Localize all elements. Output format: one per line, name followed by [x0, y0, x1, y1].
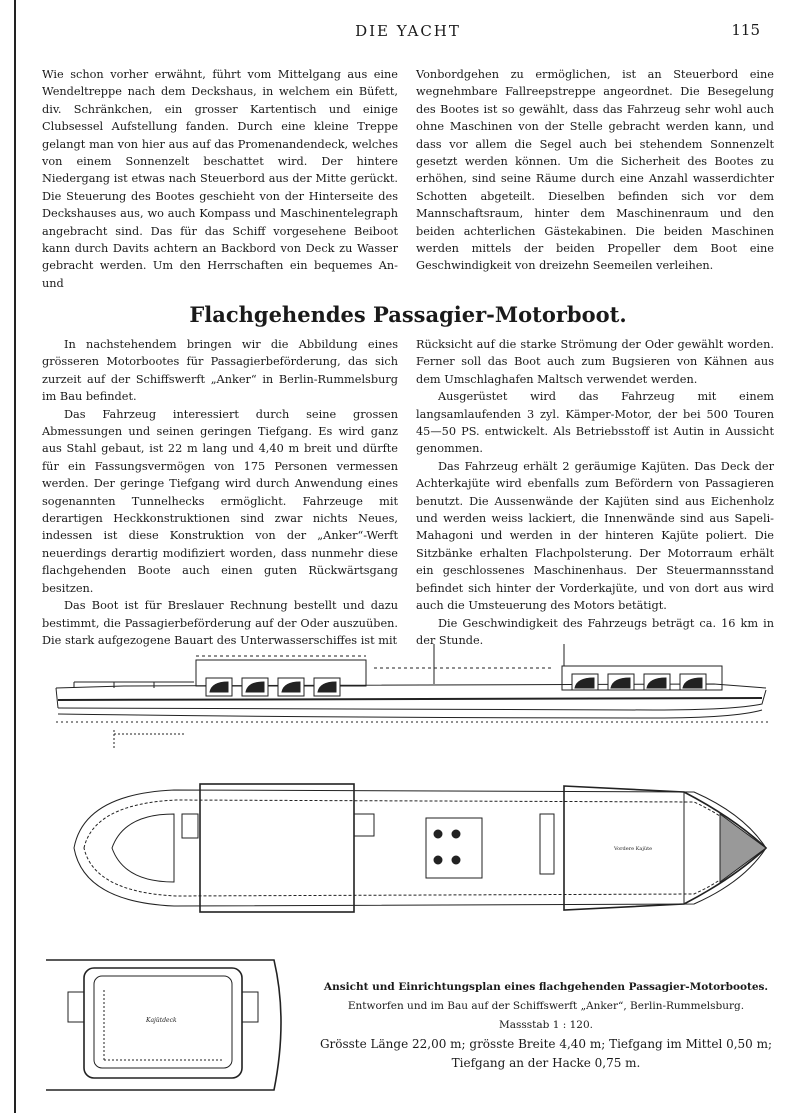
deck-plan-drawing — [54, 774, 774, 920]
paragraph: Vonbordgehen zu ermöglichen, ist an Steuerbord eine wegnehmbare Fallreepstreppe angeordnet. Die Besegelung des Bootes ist so gewählt, dass das Fahrzeug sehr wohl auch ohne Maschinen von der Stelle gebracht werden kann, und dass vor allem die Segel auch bei stehendem Sonnenzelt gesetzt werden können. Um die Sicherheit des Bootes zu erhöhen, sind seine Räume durch eine Anzahl wasserdichter Schotten abgeteilt. Dieselben befinden sich vor dem Mannschaftsraum, hinter dem Maschinenraum und den beiden achterlichen Gästekabinen. Die beiden Maschinen werden mittels der beiden Propeller dem Boot eine Geschwindigkeit von dreizehn Seemeilen verleihen. — [416, 68, 774, 273]
top-left-column — [42, 66, 398, 292]
caption-title: Ansicht und Einrichtungsplan eines flachgehenden Passagier-Motorbootes. — [323, 981, 769, 993]
paragraph: Das Fahrzeug interessiert durch seine grossen Abmessungen und seinen geringen Tiefgang. Es wird ganz aus Stahl gebaut, ist 22 m lang und 4,40 m breit und dürfte für ein Fassungsvermögen von 175 Personen vermessen werden. Der geringe Tiefgang wird durch Anwendung eines sogenannten Tunnelhecks ermöglicht. Fahrzeuge mit derartigen Heckkonstruktionen sind zwar nichts Neues, indessen ist diese Konstruktion von der „Anker“-Werft neuerdings derartig modifiziert worden, dass nunmehr diese flachgehenden Boote auch einen guten Rückwärtsgang besitzen. — [42, 407, 398, 595]
paragraph: Die Geschwindigkeit des Fahrzeugs beträgt ca. 16 km in der Stunde. — [416, 616, 774, 647]
caption-draught: Tiefgang an der Hacke 0,75 m. — [451, 1056, 641, 1070]
paragraph: Ausgerüstet wird das Fahrzeug mit einem langsamlaufenden 3 zyl. Kämper-Motor, der bei 500 Touren 45—50 PS. entwickelt. Als Betriebsstoff ist Autin in Aussicht genommen. — [416, 390, 774, 456]
article-right-column — [416, 336, 774, 649]
side-elevation-drawing — [54, 638, 774, 748]
paragraph: Rücksicht auf die starke Strömung der Oder gewählt worden. Ferner soll das Boot auch zum Bugsieren von Kähnen aus dem Umschlaghafen Maltsch verwendet werden. — [416, 338, 774, 386]
page-number: 115 — [731, 21, 760, 39]
fore-cabin-label: Vordere Kajüte — [614, 846, 653, 852]
paragraph: In nachstehendem bringen wir die Abbildung eines grösseren Motorbootes für Passagierbeförderung, das sich zurzeit auf der Schiffswerft „Anker“ in Berlin-Rummelsburg im Bau befindet. — [42, 338, 398, 404]
article-left-column — [42, 336, 398, 649]
detail-label: Kajütdeck — [146, 1017, 177, 1024]
page — [14, 0, 800, 1113]
caption-shipyard: Entworfen und im Bau auf der Schiffswerft „Anker“, Berlin-Rummelsburg. — [347, 1000, 745, 1012]
running-head: DIE YACHT — [355, 22, 461, 40]
cabin-detail-drawing — [44, 950, 296, 1100]
paragraph: Das Fahrzeug erhält 2 geräumige Kajüten. Das Deck der Achterkajüte wird ebenfalls zum Befördern von Passagieren benutzt. Die Aussenwände der Kajüten sind aus Eichenholz und werden weiss lackiert, die Innenwände sind aus Sapeli-Mahagoni und werden in der hinteren Kajüte poliert. Die Sitzbänke erhalten Flachpolsterung. Der Motorraum erhält ein geschlossenes Maschinenhaus. Der Steuermannsstand befindet sich hinter der Vorderkajüte, und von dort aus wird auch die Umsteuerung des Motors betätigt. — [416, 459, 774, 613]
paragraph: Das Boot ist für Breslauer Rechnung bestellt und dazu bestimmt, die Passagierbeförderung auf der Oder auszuüben. Die stark aufgezogene Bauart des Unterwasserschiffes ist mit — [42, 599, 398, 647]
paragraph: Wie schon vorher erwähnt, führt vom Mittelgang aus eine Wendeltreppe nach dem Deckshaus, in welchem ein Büfett, div. Schränkchen, ein grosser Kartentisch und einige Clubsessel Aufstellung fanden. Durch eine kleine Treppe gelangt man von hier aus auf das Promenandendeck, welches von einem Sonnenzelt beschattet wird. Der hintere Niedergang ist etwas nach Steuerbord aus der Mitte gerückt. Die Steuerung des Bootes geschieht von der Hinterseite des Deckshauses aus, wo auch Kompass und Maschinentelegraph angebracht sind. Das für das Schiff vorgesehene Beiboot kann durch Davits achtern an Backbord von Deck zu Wasser gebracht werden. Um den Herrschaften ein bequemes An- und — [42, 68, 398, 290]
top-right-column — [416, 66, 774, 275]
caption-scale: Massstab 1 : 120. — [499, 1019, 593, 1031]
article-title: Flachgehendes Passagier-Motorboot. — [189, 302, 627, 327]
caption-dimensions: Grösste Länge 22,00 m; grösste Breite 4,40 m; Tiefgang im Mittel 0,50 m; — [319, 1037, 773, 1051]
figure-caption — [312, 978, 780, 1073]
